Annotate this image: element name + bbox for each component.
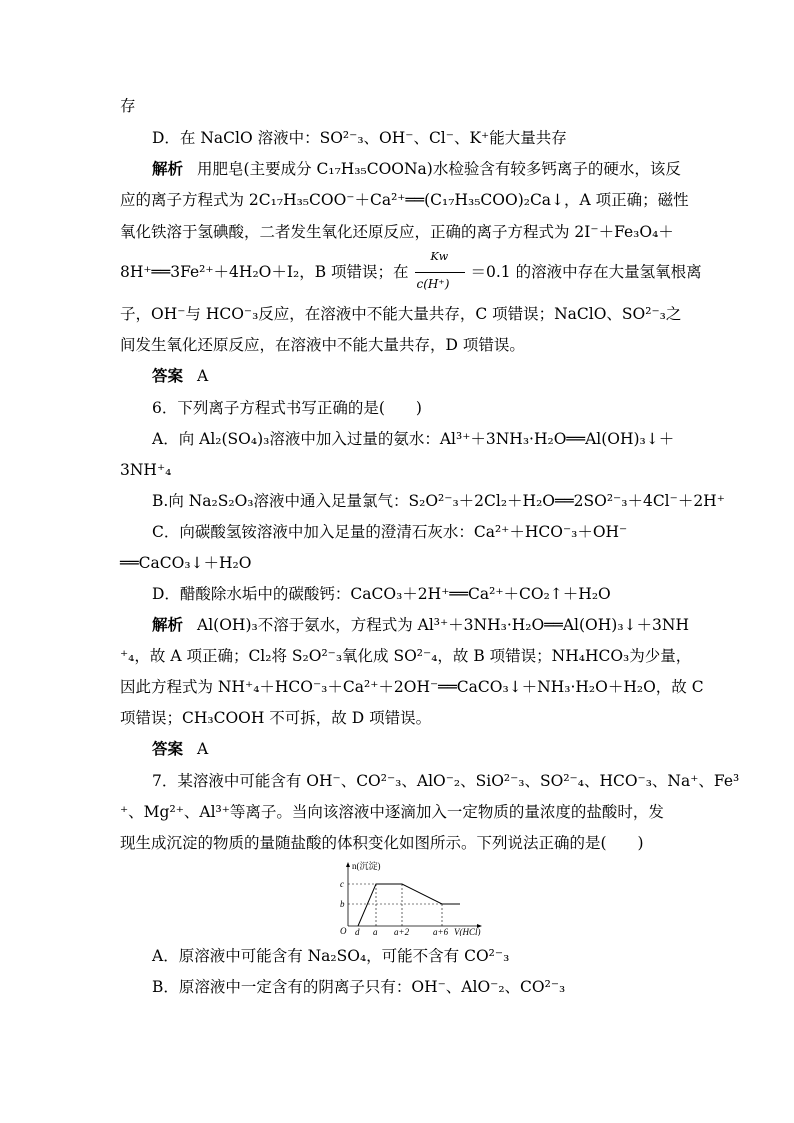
text-line: 因此方程式为 NH⁺₄＋HCO⁻₃＋Ca²⁺＋2OH⁻══CaCO₃↓＋NH₃·H₂O＋H₂O，故 C: [120, 678, 704, 696]
question-7-stem: 7．某溶液中可能含有 OH⁻、CO²⁻₃、AlO⁻₂、SiO²⁻₃、SO²⁻₄、HCO⁻₃、Na⁺、Fe³: [152, 772, 740, 790]
text-line-with-fraction: 8H⁺══3Fe²⁺＋4H₂O＋I₂，B 项错误；在 $\frac{Kw}{c(H^+)}$ ＝0.1 的溶液中存在大量氢氧根离: [120, 262, 702, 292]
x-tick-a-plus-2: a+2: [394, 927, 410, 936]
origin-label: O: [340, 926, 347, 936]
text-line: 现生成沉淀的物质的量随盐酸的体积变化如图所示。下列说法正确的是( ): [120, 834, 644, 852]
question-7-option-a: A．原溶液中可能含有 Na₂SO₄，可能不含有 CO²⁻₃: [152, 947, 510, 965]
question-7-option-b: B．原溶液中一定含有的阴离子只有：OH⁻、AlO⁻₂、CO²⁻₃: [152, 978, 566, 996]
y-axis-arrow: [346, 862, 350, 867]
y-tick-c: c: [340, 879, 344, 889]
analysis-paragraph-2: 解析 Al(OH)₃不溶于氨水，方程式为 Al³⁺＋3NH₃·H₂O══Al(OH)₃↓＋3NH: [152, 616, 689, 634]
option-d-previous: D．在 NaClO 溶液中：SO²⁻₃、OH⁻、Cl⁻、K⁺能大量共存: [152, 129, 567, 147]
answer-label: 答案: [152, 740, 184, 758]
precipitate-curve: [358, 884, 460, 926]
text-line: 存: [120, 97, 136, 115]
text-line: ⁺、Mg²⁺、Al³⁺等离子。当向该溶液中逐滴加入一定物质的量浓度的盐酸时，发: [120, 803, 664, 821]
text-line: ══CaCO₃↓＋H₂O: [120, 554, 252, 572]
question-6-option-a: A．向 Al₂(SO₄)₃溶液中加入过量的氨水：Al³⁺＋3NH₃·H₂O══Al(OH)₃↓＋: [152, 430, 675, 448]
question-6-option-c: C．向碳酸氢铵溶液中加入足量的澄清石灰水：Ca²⁺＋HCO⁻₃＋OH⁻: [152, 523, 628, 541]
answer-line: 答案 A: [152, 367, 209, 385]
fraction-bar: [415, 272, 465, 273]
text-line: 项错误；CH₃COOH 不可拆，故 D 项错误。: [120, 709, 432, 727]
answer-line: 答案 A: [152, 740, 209, 758]
analysis-paragraph-1: 解析 用肥皂(主要成分 C₁₇H₃₅COONa)水检验含有较多钙离子的硬水，该反: [152, 160, 681, 178]
x-tick-a: a: [373, 927, 378, 936]
y-axis-label: n(沉淀): [352, 861, 381, 871]
text-line: 3NH⁺₄: [120, 461, 172, 479]
x-tick-d: d: [355, 927, 360, 936]
analysis-label: 解析: [152, 160, 184, 178]
text-line: 子，OH⁻与 HCO⁻₃反应，在溶液中不能大量共存，C 项错误；NaClO、SO²⁻₃之: [120, 305, 682, 323]
text-line: ⁺₄，故 A 项正确；Cl₂将 S₂O²⁻₃氧化成 SO²⁻₄，故 B 项错误；NH₄HCO₃为少量，: [120, 647, 692, 665]
precipitate-graph: [330, 860, 490, 936]
x-tick-a-plus-6: a+6: [433, 927, 449, 936]
question-6-option-d: D．醋酸除水垢中的碳酸钙：CaCO₃＋2H⁺══Ca²⁺＋CO₂↑＋H₂O: [152, 585, 611, 603]
fraction-numerator: Kw: [430, 250, 449, 263]
fraction-denominator: c(H⁺): [416, 277, 450, 291]
y-tick-b: b: [340, 899, 345, 909]
question-6-stem: 6．下列离子方程式书写正确的是( ): [152, 399, 422, 417]
text-line: 氧化铁溶于氢碘酸，二者发生氧化还原反应，正确的离子方程式为 2I⁻＋Fe₃O₄＋: [120, 223, 674, 241]
question-6-option-b: B.向 Na₂S₂O₃溶液中通入足量氯气：S₂O²⁻₃＋2Cl₂＋H₂O══2SO²⁻₃＋4Cl⁻＋2H⁺: [152, 492, 725, 510]
text-line: 间发生氧化还原反应，在溶液中不能大量共存，D 项错误。: [120, 336, 525, 354]
answer-label: 答案: [152, 367, 184, 385]
text-line: 应的离子方程式为 2C₁₇H₃₅COO⁻＋Ca²⁺══(C₁₇H₃₅COO)₂Ca↓，A 项正确；磁性: [120, 191, 689, 209]
x-axis-label: V(HCl): [454, 927, 481, 936]
analysis-label: 解析: [152, 616, 184, 634]
fraction: [409, 250, 471, 291]
